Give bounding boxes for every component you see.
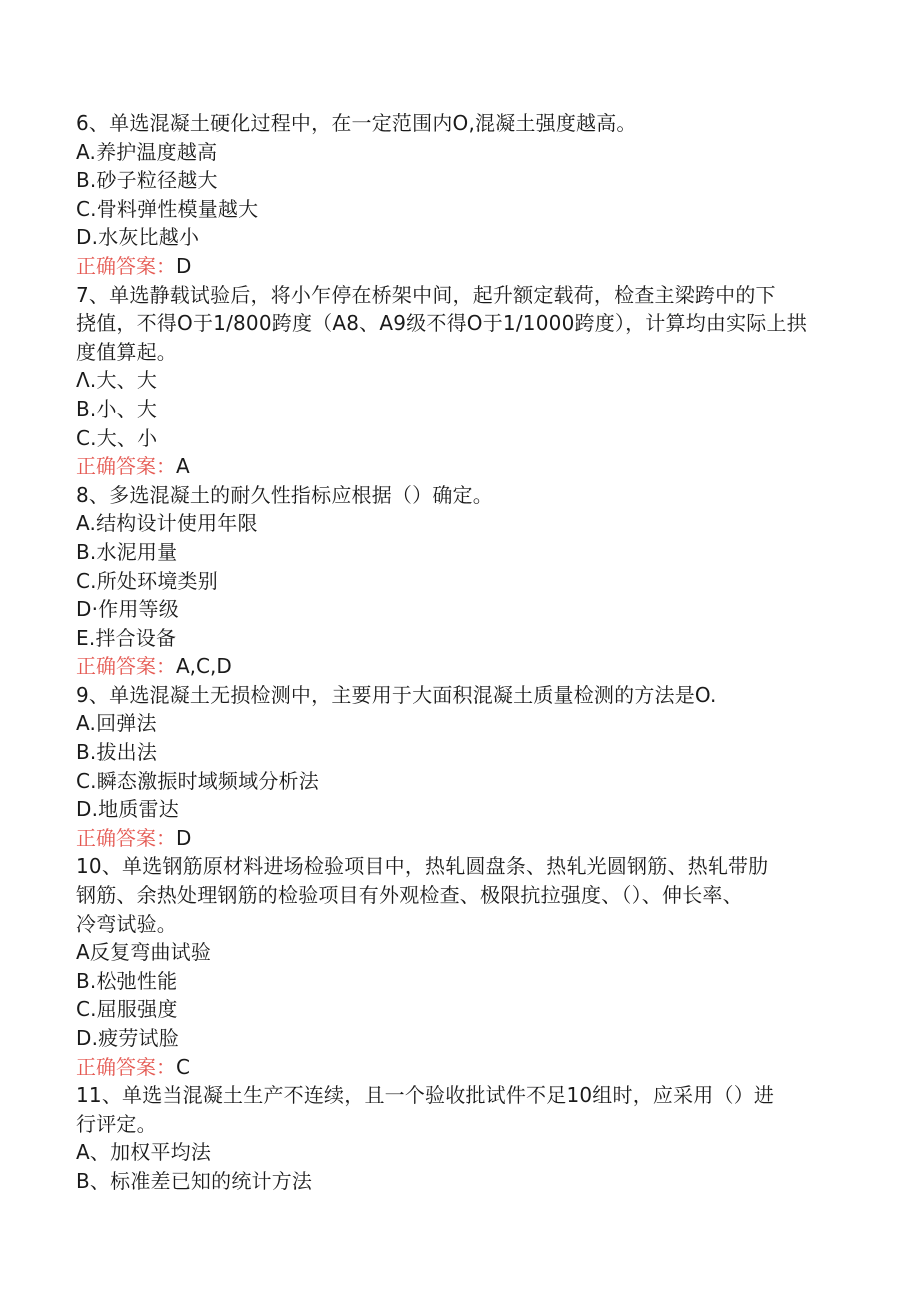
option-d: D·作用等级 <box>76 597 179 622</box>
option-c: C.骨料弹性模量越大 <box>76 196 259 221</box>
answer-value: A,C,D <box>176 654 232 679</box>
answer-value: D <box>176 825 192 850</box>
question-stem-line: 钢筋、余热处理钢筋的检验项目有外观检查、极限抗拉强度、（）、伸长率、 <box>76 883 743 908</box>
option-d: D.疲劳试脸 <box>76 1026 179 1050</box>
question-stem: 8、多选混凝土的耐久性指标应根据（）确定。 <box>76 482 493 507</box>
option-c: C.所处环境类别 <box>76 568 218 593</box>
question-10 <box>76 852 828 1081</box>
option-e: E.拌合设备 <box>76 625 177 650</box>
question-11 <box>76 1081 828 1195</box>
option-a: A.回弹法 <box>76 711 157 736</box>
option-a: A.结构设计使用年限 <box>76 511 258 536</box>
correct-answer <box>76 1053 828 1082</box>
option-b: B.松弛性能 <box>76 968 178 993</box>
option-c: C.屈服强度 <box>76 997 178 1022</box>
answer-label: 正确答案： <box>76 825 176 850</box>
option-b: B.砂子粒径越大 <box>76 168 218 193</box>
option-d: D.水灰比越小 <box>76 225 200 250</box>
option-b: B.小、大 <box>76 396 158 421</box>
option-b: B.拔出法 <box>76 740 158 765</box>
question-8 <box>76 481 828 681</box>
answer-label: 正确答案： <box>76 654 176 679</box>
question-stem-line: 10、单选钢筋原材料进场检验项目中，热轧圆盘条、热轧光圆钢筋、热轧带肋 <box>76 854 769 879</box>
question-stem-line: 11、单选当混凝土生产不连续，且一个验收批试件不足10组时，应采用（）进 <box>76 1083 775 1108</box>
option-a: A.养护温度越高 <box>76 139 218 164</box>
correct-answer <box>76 252 828 281</box>
question-stem: 9、单选混凝土无损检测中，主要用于大面积混凝土质量检测的方法是O. <box>76 682 717 707</box>
option-a: Λ.大、大 <box>76 368 158 393</box>
question-stem-line: 挠值，不得O于1/800跨度（A8、A9级不得O于1/1000跨度），计算均由实际上拱 <box>76 311 807 336</box>
option-b: B、标准差已知的统计方法 <box>76 1168 313 1193</box>
option-b: B.水泥用量 <box>76 539 178 564</box>
question-stem-line: 7、单选静载试验后，将小乍停在桥架中间，起升额定载荷，检查主梁跨中的下 <box>76 282 776 307</box>
answer-label: 正确答案： <box>76 253 176 278</box>
answer-value: C <box>176 1054 190 1079</box>
question-9 <box>76 681 828 853</box>
question-7 <box>76 281 828 481</box>
document-page <box>76 109 828 1196</box>
option-c: C.大、小 <box>76 425 158 450</box>
answer-value: D <box>176 253 192 278</box>
option-d: D.地质雷达 <box>76 797 179 822</box>
question-stem: 6、单选混凝土硬化过程中，在一定范围内O,混凝土强度越高。 <box>76 111 637 135</box>
correct-answer <box>76 452 828 481</box>
question-6 <box>76 109 828 281</box>
option-a: A、加权平均法 <box>76 1140 212 1165</box>
option-c: C.瞬态激振时域频域分析法 <box>76 768 319 793</box>
answer-label: 正确答案： <box>76 1054 176 1079</box>
option-a: A反复弯曲试验 <box>76 940 212 965</box>
answer-value: A <box>176 454 190 479</box>
question-stem-line: 度值算起。 <box>76 339 177 364</box>
correct-answer <box>76 824 828 853</box>
correct-answer <box>76 652 828 681</box>
question-stem-line: 冷弯试验。 <box>76 911 177 936</box>
answer-label: 正确答案： <box>76 454 176 479</box>
question-stem-line: 行评定。 <box>76 1111 157 1136</box>
